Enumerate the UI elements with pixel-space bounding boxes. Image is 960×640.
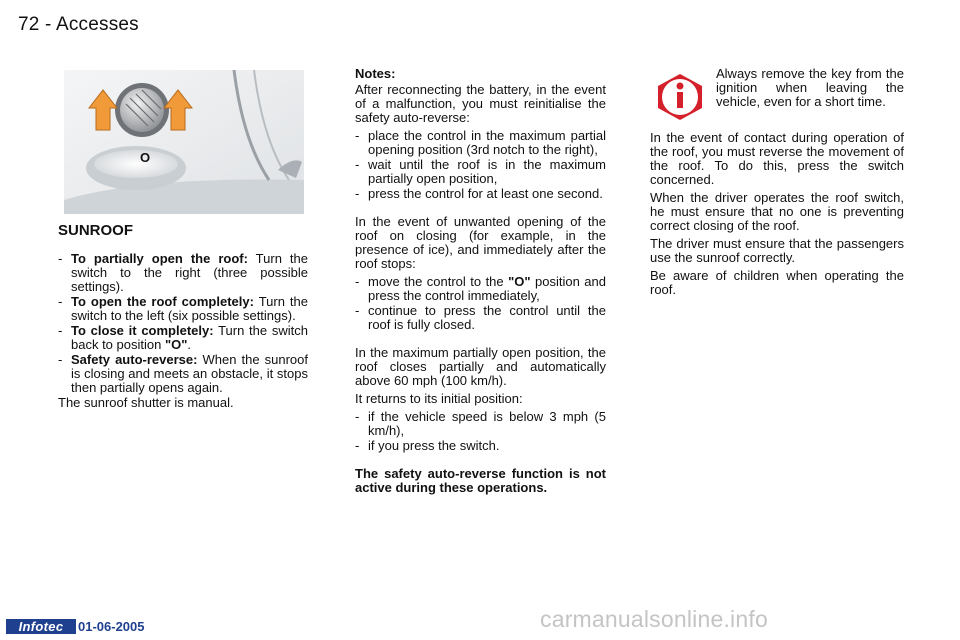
item-bold-value: "O" <box>164 337 188 352</box>
footer-date: 01-06-2005 <box>78 619 145 634</box>
list-item <box>355 439 606 453</box>
list-item <box>355 187 606 201</box>
list-item <box>58 324 308 352</box>
unwanted-opening-intro: In the event of unwanted opening of the roof on closing (for example, in the presence of ice), and immediately after the roof stops: <box>355 214 606 271</box>
list-dash: - <box>58 251 63 266</box>
list-dash: - <box>355 128 360 143</box>
notes-list <box>355 129 606 201</box>
item-text: if the vehicle speed is below 3 mph (5 km/h), <box>368 409 606 438</box>
max-partial-paragraph: In the maximum partially open position, the roof closes partially and automatically above 60 mph (100 km/h). <box>355 345 606 388</box>
safety-paragraph: In the event of contact during operation of the roof, you must reverse the movement of the roof. To do this, press the switch concerned. <box>650 130 904 187</box>
watermark: carmanualsonline.info <box>540 606 768 632</box>
switch-position-label: O <box>139 150 151 165</box>
sunroof-instructions-list <box>58 252 308 395</box>
list-dash: - <box>355 186 360 201</box>
list-item <box>58 252 308 294</box>
item-text: Turn the switch to the right (three possible settings). <box>71 251 309 294</box>
courtesy-lamp <box>94 150 178 178</box>
list-dash: - <box>355 157 360 172</box>
safety-paragraph: When the driver operates the roof switch, he must ensure that no one is preventing correct closing of the roof. <box>650 190 904 233</box>
list-dash: - <box>58 323 63 338</box>
infotec-logo: Infotec <box>6 619 76 634</box>
item-text: if you press the switch. <box>368 438 500 453</box>
item-text: When the sunroof is closing and meets an obstacle, it stops then partially opens again. <box>71 352 309 395</box>
item-label: Safety auto-reverse: <box>71 352 198 367</box>
notes-intro: After reconnecting the battery, in the event of a malfunction, you must reinitialise the safety auto-reverse: <box>355 82 606 125</box>
sunroof-switch-illustration <box>64 70 304 214</box>
item-text: place the control in the maximum partial opening position (3rd notch to the right), <box>368 128 606 157</box>
list-item <box>58 353 308 395</box>
item-tail: . <box>187 337 192 352</box>
item-label: To close it completely: <box>71 323 214 338</box>
notes-section <box>355 67 606 495</box>
item-label: To partially open the roof: <box>71 251 248 266</box>
list-item <box>355 129 606 157</box>
list-dash: - <box>355 438 360 453</box>
item-text: press the control for at least one second. <box>368 186 603 201</box>
shutter-note: The sunroof shutter is manual. <box>58 395 234 410</box>
list-item <box>355 410 606 438</box>
returns-intro: It returns to its initial position: <box>355 391 523 406</box>
list-dash: - <box>58 352 63 367</box>
section-title: SUNROOF <box>58 222 133 239</box>
list-item <box>355 275 606 303</box>
sunroof-section <box>58 224 308 414</box>
list-dash: - <box>58 294 63 309</box>
item-tail: position and press the control immediately, <box>368 274 606 303</box>
safety-paragraphs <box>650 131 904 301</box>
item-text: Turn the switch back to position <box>71 323 308 352</box>
safety-paragraph: The driver must ensure that the passengers use the sunroof correctly. <box>650 236 904 265</box>
list-item <box>58 295 308 323</box>
notes-title: Notes: <box>355 66 396 81</box>
list-dash: - <box>355 274 360 289</box>
list-dash: - <box>355 409 360 424</box>
list-item <box>355 304 606 332</box>
item-text: move the control to the <box>368 274 509 289</box>
item-text: Turn the switch to the left (six possible settings). <box>71 294 308 323</box>
unwanted-opening-list <box>355 275 606 332</box>
safety-paragraph: Be aware of children when operating the roof. <box>650 268 904 297</box>
safety-function-note: The safety auto-reverse function is not active during these operations. <box>355 466 606 495</box>
info-warning-icon <box>655 72 705 122</box>
returns-list <box>355 410 606 453</box>
list-item <box>355 158 606 186</box>
item-text: continue to press the control until the roof is fully closed. <box>368 303 606 332</box>
item-bold-value: "O" <box>508 274 531 289</box>
page-title: 72 - Accesses <box>18 14 139 35</box>
warning-text: Always remove the key from the ignition when leaving the vehicle, even for a short time. <box>716 66 904 109</box>
item-text: wait until the roof is in the maximum partially open position, <box>368 157 606 186</box>
list-dash: - <box>355 303 360 318</box>
item-label: To open the roof completely: <box>71 294 254 309</box>
